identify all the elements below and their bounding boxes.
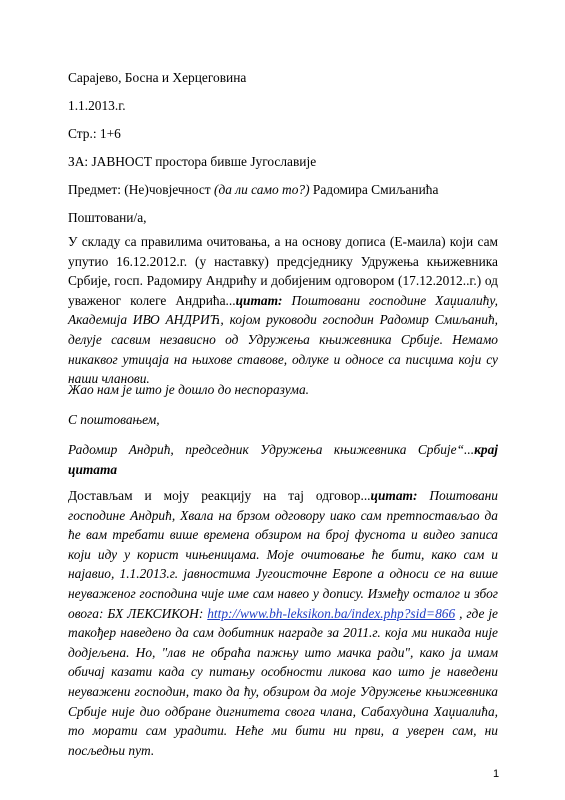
paragraph-4-quote: Радомир Андрић, председник Удружења књижевника Србије“... bbox=[68, 442, 475, 457]
subject-suffix: Радомира Смиљанића bbox=[309, 182, 439, 197]
date-line: 1.1.2013.г. bbox=[68, 98, 126, 113]
page-number: 1 bbox=[493, 768, 500, 780]
paragraph-5 bbox=[68, 486, 498, 760]
subject-italic: (да ли само то?) bbox=[213, 182, 310, 197]
paragraph-2: Жао нам је што је дошло до неспоразума. bbox=[68, 382, 309, 397]
paragraph-1 bbox=[68, 232, 498, 389]
citation-label: цитат: bbox=[235, 292, 283, 308]
paragraph-5-quote-a: Поштовани господине Андрић, Хвала на брзом одговору иако сам претпостављао да ће вам требати више времена обзиром на број фуснота и видео записа који иду у корист чињеницама. Моје очитовање ће бити, како сам и најавио, 1.1.2013.г. јавностима Југоисточне Европе а односи се на више неуваженог господина чије име сам навео у допису. Између осталог и због овога: БХ ЛЕКСИКОН: bbox=[68, 488, 498, 621]
paragraph-4 bbox=[68, 440, 498, 479]
paragraph-5-quote-b: , где је такођер наведено да сам добитник награде за 2011.г. која ми никада није додјељена. Но, "лав не обраћа пажњу што мачка ради", како ја имам обичај казати када су питању особности ликова као што је наведени неуважени господин, тако да ћу, обзиром да моје Удружење књижевника Србије није дио одбране дигнитета свога члана, Сабахудина Хаџиалића, то морати сам урадити. Неће ми бити ни први, а уверен сам, ни посљедњи пут. bbox=[68, 605, 498, 758]
subject-prefix: Предмет: (Не)човјечност bbox=[68, 182, 214, 197]
pages-line: Стр.: 1+6 bbox=[68, 126, 121, 141]
subject-line bbox=[68, 182, 438, 198]
place-line: Сарајево, Босна и Херцеговина bbox=[68, 70, 247, 85]
lexicon-link[interactable]: http://www.bh-leksikon.ba/index.php?sid=866 bbox=[207, 605, 456, 621]
paragraph-1-text: У складу са правилима очитовања, а на основу дописа (Е-маила) који сам упутио 16.12.2012.г. (у наставку) предсједнику Удружења књижевника Србије, госп. Радомиру Андрићу и добијеним одговором (17.12.2012..г.) од уваженог колеге Андрића... bbox=[68, 234, 498, 308]
citation-label-2: цитат: bbox=[370, 488, 418, 503]
paragraph-3: С поштовањем, bbox=[68, 412, 160, 427]
recipient-line: ЗА: ЈАВНОСТ простора бивше Југославије bbox=[68, 154, 317, 169]
citation-end: крај цитата bbox=[68, 442, 498, 477]
paragraph-1-quote: Поштовани господине Хаџиалићу, Академија ИВО АНДРИЋ, којом руководи господин Радомир Смиљанић, делује сасвим независно од Удружења књижевника Србије. Немамо никаквог утицаја на њихове ставове, одлуке и односе са писцима који су наши чланови. bbox=[68, 292, 498, 387]
salutation: Поштовани/а, bbox=[68, 210, 147, 225]
paragraph-5-text: Достављам и моју реакцију на тај одговор... bbox=[68, 488, 371, 503]
